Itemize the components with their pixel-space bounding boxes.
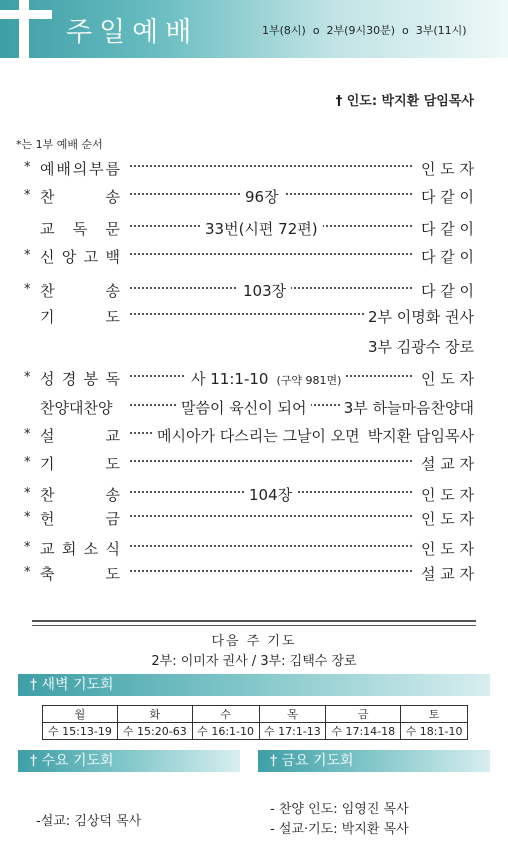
order-item-performer: 인 도 자 (418, 538, 474, 559)
order-item-label-char: 기 (40, 455, 55, 473)
order-item-label-char: 찬양대찬양 (40, 399, 113, 417)
dotted-leader (130, 570, 412, 572)
order-item-performer: 다 같 이 (418, 186, 474, 207)
order-item-detail-text: 사 11:1-10 (191, 370, 269, 388)
order-item-detail-text: 메시아가 다스리는 그날이 오면 (157, 427, 360, 445)
dotted-leader (130, 313, 368, 315)
wednesday-prayer-band: † 수요 기도회 (18, 750, 240, 772)
order-item-performer: 인 도 자 (418, 158, 474, 179)
dotted-leader (130, 515, 412, 517)
order-item-label-char: 부 (89, 160, 104, 178)
wednesday-preacher: -설교: 김상덕 목사 (36, 814, 142, 829)
table-row (43, 706, 468, 723)
order-item-performer: 박지환 담임목사 (365, 425, 474, 446)
order-item-detail (200, 218, 323, 239)
order-item-label-char: 예 (40, 160, 55, 178)
order-item-label-char: 식 (105, 540, 120, 558)
order-item-label-char: 성 (40, 370, 55, 388)
required-marker: * (24, 565, 31, 580)
order-item-label (40, 484, 120, 505)
order-row (0, 563, 508, 587)
required-marker: * (24, 282, 31, 297)
page-title: 주일예배 (66, 17, 199, 48)
dotted-leader (130, 545, 412, 547)
order-item-label-char: 교 (105, 427, 120, 445)
order-item-label-char: 헌 (40, 510, 55, 528)
order-item-label-char: 회 (61, 540, 77, 558)
order-row (0, 397, 508, 421)
order-item-label-char: 문 (105, 220, 120, 238)
order-item-label-char: 도 (105, 565, 120, 583)
order-item-label-char: 름 (105, 160, 120, 178)
order-row (0, 306, 508, 330)
order-item-performer: 2부 이명화 권사 (365, 306, 474, 327)
friday-praise-leader: - 찬양 인도: 임영진 목사 (270, 802, 409, 817)
order-item-performer: 3부 김광수 장로 (365, 336, 474, 357)
next-week-prayer-names: 2부: 이미자 권사 / 3부: 김택수 장로 (151, 654, 357, 669)
divider (32, 620, 476, 622)
friday-preacher: - 설교·기도: 박지환 목사 (270, 822, 409, 837)
order-item-label-char: 찬 (40, 188, 55, 206)
order-item-label-char: 교 (40, 220, 55, 238)
order-row (0, 453, 508, 477)
order-item-label (40, 280, 120, 301)
dawn-prayer-table (42, 705, 468, 740)
order-row (0, 186, 508, 210)
order-item-label-char: 소 (83, 540, 99, 558)
day-header: 수 (192, 706, 259, 723)
order-item-detail-text: 96장 (245, 188, 279, 206)
order-item-label-char: 송 (105, 282, 120, 300)
order-note: *는 1부 예배 순서 (16, 138, 103, 151)
next-week-prayer-title: 다음 주 기도 (211, 634, 297, 649)
required-marker: * (24, 370, 31, 385)
order-item-label (40, 218, 120, 239)
friday-details (270, 800, 409, 840)
order-item-label-char: 배 (56, 160, 71, 178)
dotted-leader (130, 460, 412, 462)
order-item-performer: 설 교 자 (418, 453, 474, 474)
order-item-performer: 다 같 이 (418, 246, 474, 267)
scripture-reading: 수 15:20-63 (117, 723, 192, 740)
scripture-reading: 수 18:1-10 (401, 723, 468, 740)
order-row (0, 218, 508, 242)
order-item-label-char: 신 (40, 248, 55, 266)
required-marker: * (24, 486, 31, 501)
dawn-prayer-band: † 새벽 기도회 (18, 674, 490, 696)
scripture-reading: 수 16:1-10 (192, 723, 259, 740)
order-item-label (40, 538, 120, 559)
order-item-label-char: 봉 (83, 370, 99, 388)
order-item-performer: 인 도 자 (418, 508, 474, 529)
order-row (0, 508, 508, 532)
service-times: 1부(8시) ο 2부(9시30분) ο 3부(11시) (262, 24, 467, 37)
order-item-detail (240, 186, 284, 207)
order-item-label-char: 의 (72, 160, 88, 178)
order-row (0, 336, 508, 360)
order-item-performer: 설 교 자 (418, 563, 474, 584)
order-item-detail (152, 425, 365, 446)
order-item-label-char: 경 (61, 370, 77, 388)
order-row (0, 246, 508, 270)
order-item-label (40, 425, 120, 446)
order-row (0, 368, 508, 392)
cross-icon-bar (0, 10, 52, 19)
required-marker: * (24, 510, 31, 525)
order-row (0, 484, 508, 508)
order-item-detail (244, 484, 297, 505)
divider (32, 625, 476, 626)
worship-leader: † 인도: 박지환 담임목사 (335, 94, 474, 109)
order-item-label-char: 찬 (40, 486, 55, 504)
order-item-label (40, 563, 120, 584)
order-item-performer: 인 도 자 (418, 484, 474, 505)
required-marker: * (24, 427, 31, 442)
day-header: 목 (259, 706, 326, 723)
order-item-detail (186, 368, 346, 389)
order-item-detail-text: 104장 (249, 486, 293, 504)
order-row (0, 280, 508, 304)
scripture-reading: 수 17:14-18 (326, 723, 401, 740)
order-item-detail-text: 33번(시편 72편) (205, 220, 318, 238)
order-item-label-char: 송 (105, 188, 120, 206)
friday-prayer-band: † 금요 기도회 (258, 750, 490, 772)
order-item-detail-text: 103장 (243, 282, 287, 300)
order-item-label (40, 508, 120, 529)
order-row (0, 425, 508, 449)
order-item-label-char: 고 (83, 248, 99, 266)
order-item-detail (176, 397, 311, 418)
required-marker: * (24, 540, 31, 555)
order-item-label (40, 306, 120, 327)
order-item-label (40, 397, 112, 418)
order-item-label-char: 금 (105, 510, 120, 528)
order-item-label (40, 453, 120, 474)
day-header: 금 (326, 706, 401, 723)
order-item-label-char: 도 (105, 308, 120, 326)
order-item-label (40, 368, 120, 389)
scripture-reading: 수 17:1-13 (259, 723, 326, 740)
order-item-label (40, 186, 120, 207)
order-row (0, 538, 508, 562)
header-banner (0, 0, 508, 58)
required-marker: * (24, 455, 31, 470)
order-item-label-char: 도 (105, 455, 120, 473)
order-item-performer: 3부 하늘마음찬양대 (341, 397, 474, 418)
order-item-performer: 인 도 자 (418, 368, 474, 389)
dotted-leader (130, 253, 412, 255)
required-marker: * (24, 248, 31, 263)
order-item-detail-text: 말씀이 육신이 되어 (181, 399, 307, 417)
order-item-label-char: 교 (40, 540, 55, 558)
order-item-label-char: 기 (40, 308, 55, 326)
day-header: 화 (117, 706, 192, 723)
table-row (43, 723, 468, 740)
required-marker: * (24, 160, 31, 175)
order-item-label (40, 158, 120, 179)
order-item-performer: 다 같 이 (418, 218, 474, 239)
day-header: 토 (401, 706, 468, 723)
dotted-leader (130, 165, 412, 167)
day-header: 월 (43, 706, 118, 723)
order-item-label-char: 설 (40, 427, 55, 445)
order-item-label-char: 독 (72, 220, 88, 238)
order-row (0, 158, 508, 182)
order-item-performer: 다 같 이 (418, 280, 474, 301)
order-item-label-char: 축 (40, 565, 55, 583)
order-item-label-char: 백 (105, 248, 120, 266)
required-marker: * (24, 188, 31, 203)
order-item-label-char: 송 (105, 486, 120, 504)
order-item-detail-note: (구약 981면) (276, 374, 342, 387)
order-item-label-char: 독 (105, 370, 120, 388)
order-item-label (40, 246, 120, 267)
cross-icon (19, 0, 29, 58)
order-item-label-char: 앙 (61, 248, 77, 266)
order-item-label-char: 찬 (40, 282, 55, 300)
scripture-reading: 수 15:13-19 (43, 723, 118, 740)
order-item-detail (238, 280, 291, 301)
